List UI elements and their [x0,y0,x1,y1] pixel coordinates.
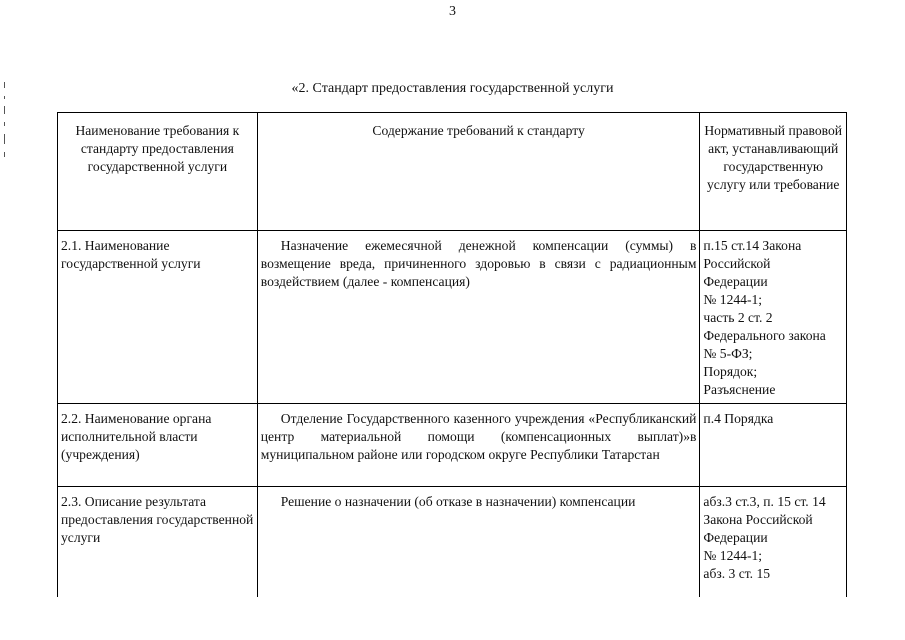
act-line: Федерации [703,274,768,289]
act-line: Федерального закона [703,328,826,343]
page-number: 3 [449,4,456,19]
row-act-cell [700,404,847,487]
act-line: часть 2 ст. 2 [703,310,773,325]
row-act-cell [700,231,847,404]
row-content-cell: Решение о назначении (об отказе в назначении) компенсации [257,487,700,598]
act-line: Закона Российской [703,512,813,527]
standard-table [57,112,847,597]
row-name-cell: 2.1. Наименование государственной услуги [58,231,258,404]
table-row [58,487,847,598]
act-line: п.4 Порядка [703,411,774,426]
header-legal-act: Нормативный правовой акт, устанавливающий государственную услугу или требование [700,113,847,231]
act-line: № 5-ФЗ; [703,346,753,361]
act-line: Порядок; [703,364,758,379]
act-line: Разъяснение [703,382,776,397]
table-header-row [58,113,847,231]
section-title: «2. Стандарт предоставления государственной услуги [291,81,614,96]
act-line: Российской [703,256,771,271]
act-line: № 1244-1; [703,292,763,307]
header-requirement-name: Наименование требования к стандарту предоставления государственной услуги [58,113,258,231]
act-line: № 1244-1; [703,548,763,563]
act-line: абз.3 ст.3, п. 15 ст. 14 [703,494,826,509]
act-line: п.15 ст.14 Закона [703,238,802,253]
row-name-cell: 2.3. Описание результата предоставления государственной услуги [58,487,258,598]
table-row [58,231,847,404]
row-act-cell [700,487,847,598]
row-content-cell: Отделение Государственного казенного учреждения «Республиканский центр материальной помощи (компенсационных выплат)»в муниципальном районе или городском округе Республики Татарстан [257,404,700,487]
header-requirement-content: Содержание требований к стандарту [257,113,700,231]
act-line: абз. 3 ст. 15 [703,566,771,581]
act-line: Федерации [703,530,768,545]
row-content-cell: Назначение ежемесячной денежной компенсации (суммы) в возмещение вреда, причиненного здоровью в связи с радиационным воздействием (далее - компенсация) [257,231,700,404]
row-name-cell: 2.2. Наименование органа исполнительной власти (учреждения) [58,404,258,487]
table-row [58,404,847,487]
